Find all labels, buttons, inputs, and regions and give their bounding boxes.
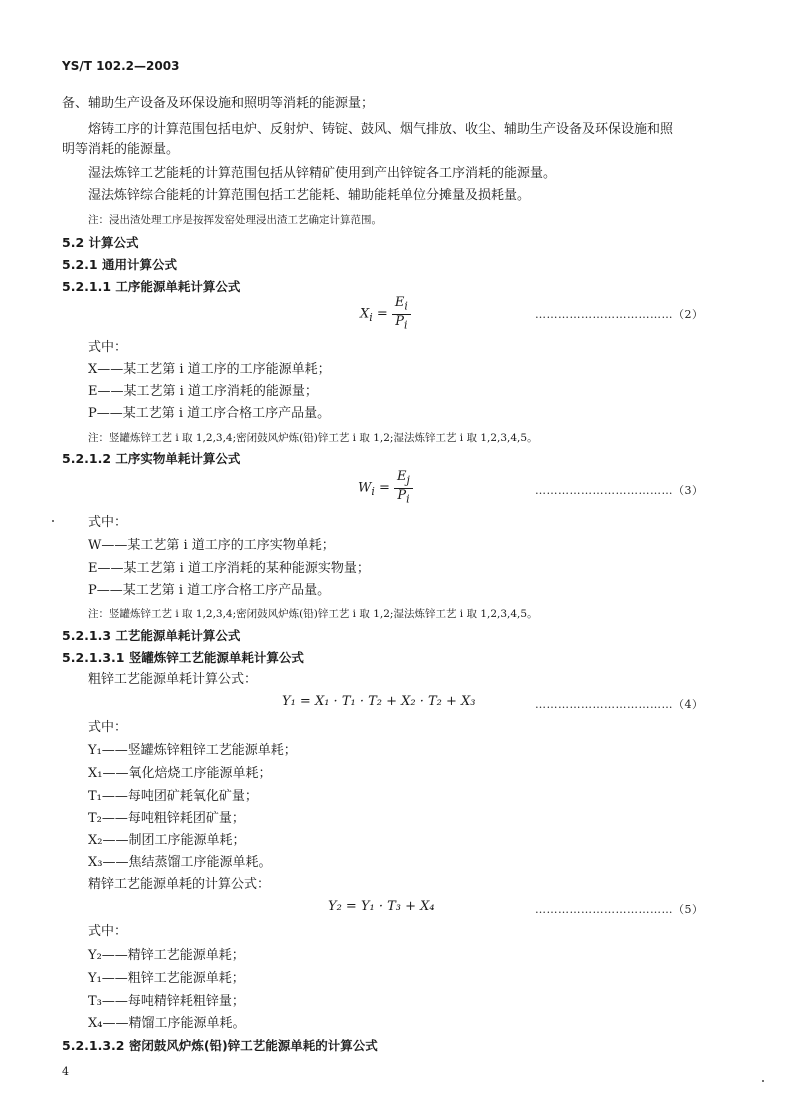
intro-line: 粗锌工艺能源单耗计算公式： (88, 672, 258, 687)
formula-subscript: j (406, 473, 410, 487)
scan-speck (52, 520, 54, 522)
definition-line: Y₁——粗锌工艺能源单耗； (88, 971, 245, 986)
equation-number: ………………………………（4） (535, 698, 704, 711)
formula-3 (358, 470, 413, 506)
equation-number: ………………………………（3） (535, 484, 704, 497)
text-line: 湿法炼锌综合能耗的计算范围包括工艺能耗、辅助能耗单位分摊量及损耗量。 (88, 188, 531, 203)
definition-line: X₄——精馏工序能源单耗。 (88, 1016, 246, 1031)
definition-line: Y₂——精锌工艺能源单耗； (88, 948, 245, 963)
definition-line: T₁——每吨团矿耗氧化矿量； (88, 789, 258, 804)
text-line: 湿法炼锌工艺能耗的计算范围包括从锌精矿使用到产出锌锭各工序消耗的能源量。 (88, 166, 557, 181)
where-label: 式中： (88, 924, 128, 939)
formula-fraction (392, 296, 411, 332)
intro-line: 精锌工艺能源单耗的计算公式： (88, 877, 271, 892)
formula-subscript: i (404, 299, 408, 313)
definition-line: X₃——焦结蒸馏工序能源单耗。 (88, 855, 272, 870)
formula-5: Y₂ = Y₁ · T₃ + X₄ (328, 899, 435, 914)
section-heading: 5.2.1 通用计算公式 (62, 257, 177, 272)
note-line: 注：浸出渣处理工序是按挥发窑处理浸出渣工艺确定计算范围。 (88, 214, 382, 226)
definition-line: T₃——每吨精锌耗粗锌量； (88, 994, 245, 1009)
definition-line: X₂——制团工序能源单耗； (88, 833, 246, 848)
formula-denominator: P (397, 487, 407, 503)
equation-number: ………………………………（5） (535, 903, 704, 916)
formula-numerator: E (397, 469, 407, 484)
formula-subscript: i (406, 492, 410, 506)
formula-2 (360, 296, 411, 332)
note-line: 注：竖罐炼锌工艺 i 取 1,2,3,4;密闭鼓风炉炼(铅)锌工艺 i 取 1,2;湿法炼锌工艺 i 取 1,2,3,4,5。 (88, 432, 538, 444)
where-label: 式中： (88, 720, 128, 735)
section-heading: 5.2.1.2 工序实物单耗计算公式 (62, 451, 241, 466)
formula-subscript: i (369, 311, 373, 325)
formula-subscript: i (371, 485, 375, 499)
text-line: 明等消耗的能源量。 (62, 142, 180, 157)
section-heading: 5.2 计算公式 (62, 235, 139, 250)
formula-equals: = (376, 306, 388, 322)
formula-equals: = (378, 480, 390, 496)
text-line: 熔铸工序的计算范围包括电炉、反射炉、铸锭、鼓风、烟气排放、收尘、辅助生产设备及环保设施和照 (88, 122, 674, 137)
definition-line: P——某工艺第 i 道工序合格工序产品量。 (88, 406, 331, 421)
formula-subscript: i (404, 318, 408, 332)
formula-4: Y₁ = X₁ · T₁ · T₂ + X₂ · T₂ + X₃ (282, 694, 476, 709)
equation-number: ………………………………（2） (535, 308, 704, 321)
scan-speck (762, 1080, 764, 1082)
definition-line: E——某工艺第 i 道工序消耗的能源量； (88, 384, 318, 399)
page-number: 4 (62, 1065, 69, 1078)
formula-fraction (394, 470, 413, 506)
section-heading: 5.2.1.3.2 密闭鼓风炉炼(铅)锌工艺能源单耗的计算公式 (62, 1038, 378, 1053)
where-label: 式中： (88, 340, 128, 355)
definition-line: X₁——氧化焙烧工序能源单耗； (88, 766, 272, 781)
definition-line: P——某工艺第 i 道工序合格工序产品量。 (88, 583, 331, 598)
formula-denominator: P (395, 313, 405, 329)
definition-line: X——某工艺第 i 道工序的工序能源单耗； (88, 362, 331, 377)
standard-header: YS/T 102.2—2003 (62, 59, 180, 73)
text-line: 备、辅助生产设备及环保设施和照明等消耗的能源量； (62, 96, 375, 111)
definition-line: T₂——每吨粗锌耗团矿量； (88, 811, 245, 826)
section-heading: 5.2.1.3.1 竖罐炼锌工艺能源单耗计算公式 (62, 650, 304, 665)
formula-numerator: E (394, 295, 405, 310)
note-line: 注：竖罐炼锌工艺 i 取 1,2,3,4;密闭鼓风炉炼(铅)锌工艺 i 取 1,2;湿法炼锌工艺 i 取 1,2,3,4,5。 (88, 608, 538, 620)
where-label: 式中： (88, 515, 128, 530)
definition-line: E——某工艺第 i 道工序消耗的某种能源实物量； (88, 561, 370, 576)
definition-line: Y₁——竖罐炼锌粗锌工艺能源单耗； (88, 743, 297, 758)
definition-line: W——某工艺第 i 道工序的工序实物单耗； (88, 538, 335, 553)
formula-symbol: X (360, 306, 370, 322)
formula-symbol: W (358, 480, 372, 496)
section-heading: 5.2.1.1 工序能源单耗计算公式 (62, 279, 241, 294)
section-heading: 5.2.1.3 工艺能源单耗计算公式 (62, 628, 241, 643)
